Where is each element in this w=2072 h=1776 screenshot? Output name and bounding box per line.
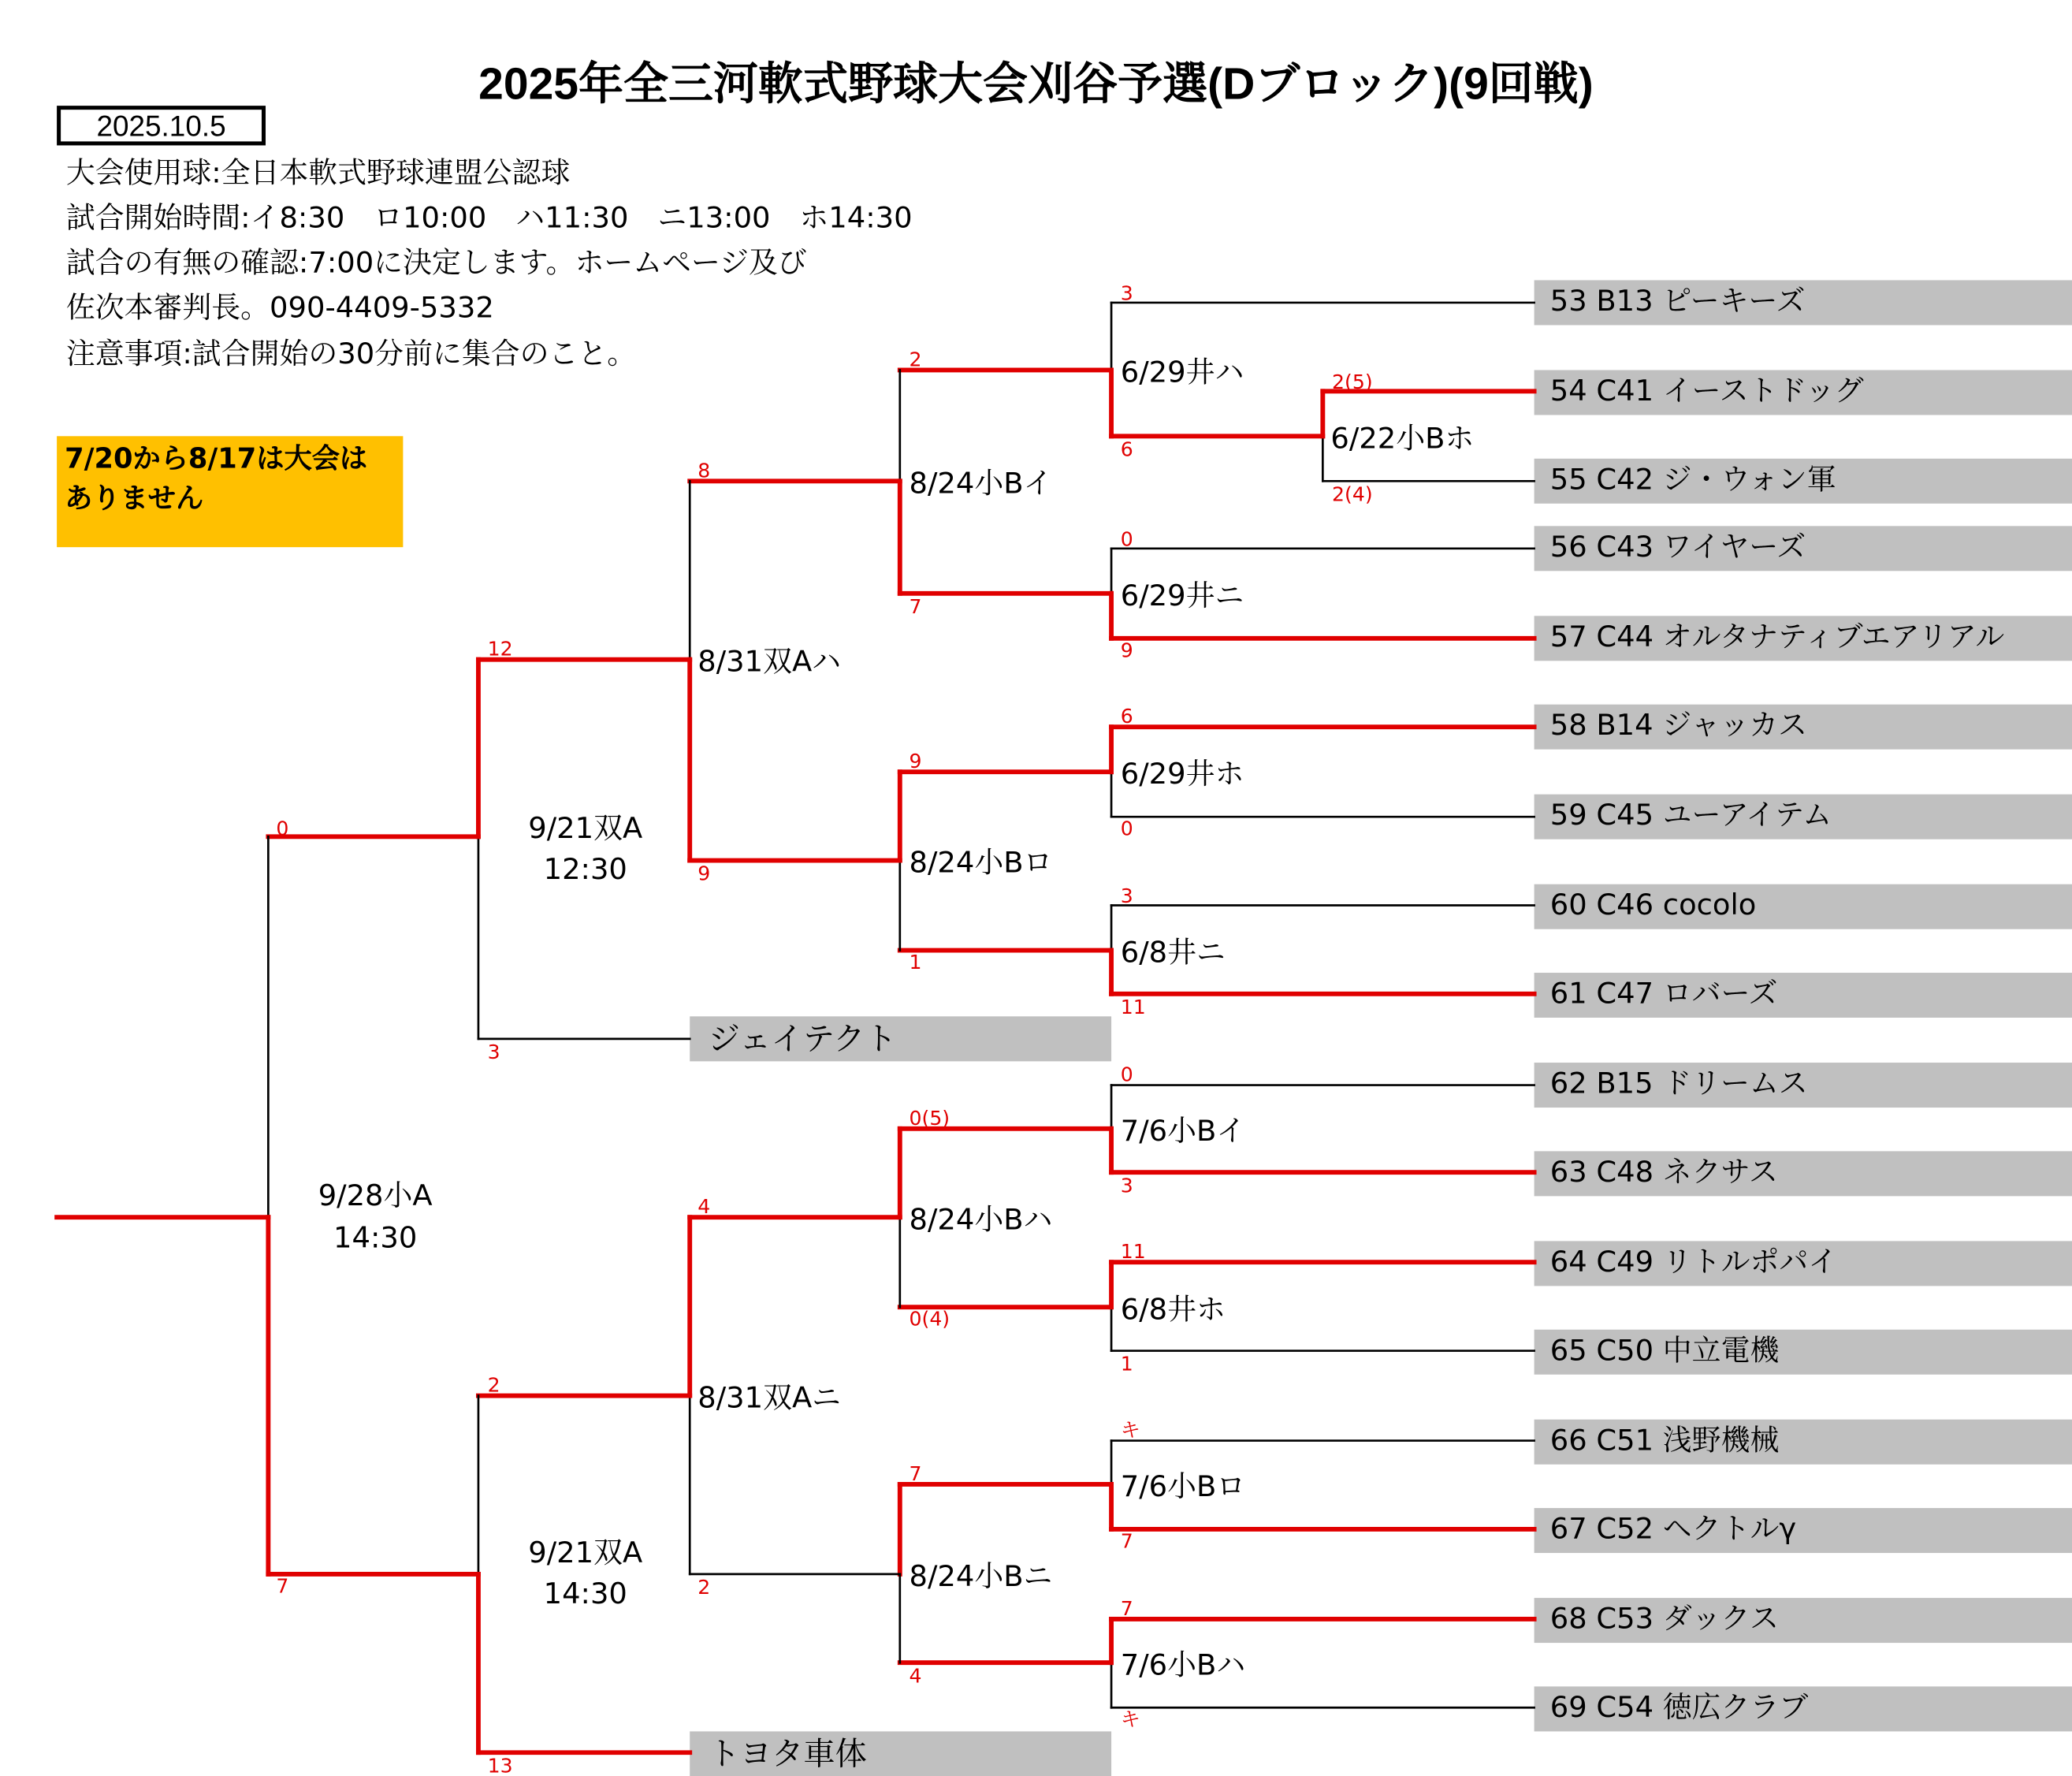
info-contact: 佐次本審判長。090-4409-5332: [65, 292, 494, 326]
team-61: 61 C47 ロバーズ: [1534, 973, 2072, 1018]
match-label-r5a-date: 9/21双A: [528, 811, 643, 846]
match-label-r4a: 8/31双Aハ: [697, 644, 842, 679]
team-58: 58 B14 ジャッカス: [1534, 705, 2072, 750]
score-final-top: 0: [276, 817, 289, 840]
info-notes: 注意事項:試合開始の30分前に集合のこと。: [65, 338, 637, 372]
score-r2b-top: 0: [1120, 527, 1133, 551]
team-68: 68 C53 ダックス: [1534, 1598, 2072, 1643]
score-final-bot: 7: [276, 1574, 289, 1598]
score-r3d-top: 7: [909, 1461, 922, 1485]
team-54: 54 C41 イーストドッグ: [1534, 370, 2072, 415]
match-label-final-time: 14:30: [333, 1220, 418, 1255]
score-r3c-bot: 0(4): [909, 1307, 950, 1331]
score-r1-bot: 2(4): [1332, 482, 1373, 506]
score-r2d-bot: 11: [1120, 995, 1146, 1018]
team-66: 66 C51 浅野機械: [1534, 1420, 2072, 1465]
score-r2b-bot: 9: [1120, 639, 1133, 662]
team-53: 53 B13 ピーキーズ: [1534, 280, 2072, 325]
score-r2g-bot: 7: [1120, 1529, 1133, 1553]
team-62: 62 B15 ドリームス: [1534, 1063, 2072, 1108]
score-r2h-bot: キ: [1120, 1707, 1140, 1731]
seed-team-toyota-shatai: トヨタ車体: [690, 1731, 1111, 1776]
score-r5a-bot: 3: [487, 1041, 500, 1064]
score-r2g-top: キ: [1120, 1418, 1140, 1442]
match-label-final-date: 9/28小A: [318, 1178, 433, 1213]
match-label-r3d: 8/24小Bニ: [909, 1558, 1053, 1593]
team-60: 60 C46 cocolo: [1534, 884, 2072, 929]
match-label-r2e: 7/6小Bイ: [1120, 1113, 1246, 1148]
score-r4b-top: 4: [697, 1195, 711, 1219]
info-ball: 大会使用球:全日本軟式野球連盟公認球: [65, 157, 571, 191]
score-r3c-top: 0(5): [909, 1106, 950, 1130]
notice-line-2: ありません: [65, 482, 204, 515]
match-label-r2a: 6/29井ハ: [1120, 355, 1244, 389]
score-r3a-top: 2: [909, 348, 922, 371]
team-69: 69 C54 徳広クラブ: [1534, 1686, 2072, 1731]
score-r4a-bot: 9: [697, 862, 711, 885]
info-confirmation: 試合の有無の確認:7:00に決定します。ホームページ及び: [65, 247, 807, 281]
score-r5a-top: 12: [487, 637, 513, 661]
match-label-r2g: 7/6小Bロ: [1120, 1469, 1246, 1503]
match-label-r3a: 8/24小Bイ: [909, 466, 1053, 501]
score-r2c-bot: 0: [1120, 817, 1133, 840]
team-65: 65 C50 中立電機: [1534, 1330, 2072, 1375]
seed-team-jtekt: ジェイテクト: [690, 1016, 1111, 1061]
team-55: 55 C42 ジ・ウォン軍: [1534, 459, 2072, 504]
team-59: 59 C45 ユーアイテム: [1534, 795, 2072, 840]
score-r3a-bot: 7: [909, 594, 922, 618]
match-label-r5a-time: 12:30: [543, 851, 627, 886]
match-label-r2d: 6/8井ニ: [1120, 935, 1226, 970]
score-r2d-top: 3: [1120, 884, 1133, 908]
score-r2c-top: 6: [1120, 705, 1133, 728]
notice-line-1: 7/20から8/17は大会は: [65, 442, 368, 475]
score-r2f-bot: 1: [1120, 1352, 1133, 1376]
match-label-r1: 6/22小Bホ: [1330, 421, 1475, 456]
score-r2h-top: 7: [1120, 1596, 1133, 1620]
info-start-times: 試合開始時間:イ8:30 ロ10:00 ハ11:30 ニ13:00 ホ14:30: [65, 202, 913, 236]
match-label-r5b-date: 9/21双A: [528, 1535, 643, 1569]
page-title: 2025年全三河軟式野球大会刈谷予選(Dブロック)(9回戦): [478, 59, 1594, 110]
score-r3b-bot: 1: [909, 950, 922, 974]
team-63: 63 C48 ネクサス: [1534, 1151, 2072, 1196]
match-label-r5b-time: 14:30: [543, 1576, 627, 1610]
score-r5b-top: 2: [487, 1373, 500, 1397]
match-label-r3b: 8/24小Bロ: [909, 845, 1053, 880]
team-56: 56 C43 ワイヤーズ: [1534, 526, 2072, 571]
team-67: 67 C52 ヘクトルγ: [1534, 1508, 2072, 1553]
score-r3d-bot: 4: [909, 1664, 922, 1688]
match-label-r2h: 7/6小Bハ: [1120, 1648, 1246, 1682]
team-64: 64 C49 リトルポパイ: [1534, 1241, 2072, 1286]
match-label-r2f: 6/8井ホ: [1120, 1292, 1226, 1327]
score-r2a-bot: 6: [1120, 437, 1133, 461]
match-label-r2b: 6/29井ニ: [1120, 578, 1244, 612]
score-r2e-bot: 3: [1120, 1174, 1133, 1197]
score-r4b-bot: 2: [697, 1576, 711, 1599]
match-label-r2c: 6/29井ホ: [1120, 757, 1244, 791]
match-label-r4b: 8/31双Aニ: [697, 1380, 842, 1415]
score-r3b-top: 9: [909, 750, 922, 773]
match-label-r3c: 8/24小Bハ: [909, 1202, 1053, 1237]
score-r4a-top: 8: [697, 459, 711, 482]
score-r1-top: 2(5): [1332, 370, 1373, 393]
date-box: 2025.10.5: [57, 106, 266, 145]
score-r5b-bot: 13: [487, 1754, 513, 1775]
score-r2a-top: 3: [1120, 281, 1133, 305]
score-r2f-top: 11: [1120, 1240, 1146, 1264]
score-r2e-top: 0: [1120, 1063, 1133, 1086]
team-57: 57 C44 オルタナティブエアリアル: [1534, 616, 2072, 661]
